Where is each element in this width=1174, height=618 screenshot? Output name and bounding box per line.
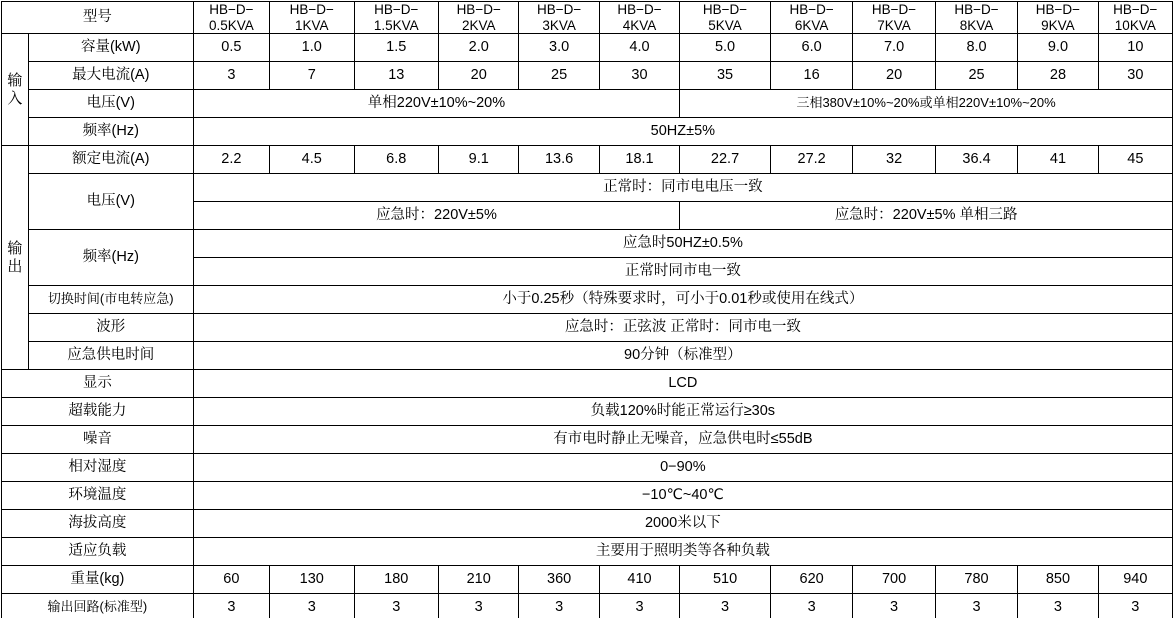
cell-output-circuits-5: 3 xyxy=(599,594,679,618)
model-col-2 xyxy=(354,2,439,34)
model-col-10 xyxy=(1018,2,1098,34)
cell-output-circuits-9: 3 xyxy=(935,594,1017,618)
cell-output-voltage-emergency-left: 应急时：220V±5% xyxy=(193,202,679,230)
table-header-row xyxy=(2,2,1173,34)
cell-output-circuits-0: 3 xyxy=(193,594,269,618)
model-col-3 xyxy=(439,2,519,34)
cell-max-current-7: 16 xyxy=(770,62,852,90)
model-line2: 10KVA xyxy=(1114,17,1156,33)
table-row xyxy=(2,566,1173,594)
cell-output-circuits-6: 3 xyxy=(680,594,771,618)
table-row xyxy=(2,90,1173,118)
cell-input-voltage-three-phase: 三相380V±10%~20%或单相220V±10%~20% xyxy=(680,90,1173,118)
model-line1: HB−D− xyxy=(617,2,662,17)
cell-rated-current-6: 22.7 xyxy=(680,146,771,174)
cell-rated-current-4: 13.6 xyxy=(519,146,599,174)
model-line1: HB−D− xyxy=(209,2,254,17)
cell-max-current-6: 35 xyxy=(680,62,771,90)
row-label-max-current: 最大电流(A) xyxy=(28,62,193,90)
model-col-0 xyxy=(193,2,269,34)
cell-display: LCD xyxy=(193,370,1172,398)
model-line1: HB−D− xyxy=(289,2,334,17)
cell-weight-3: 210 xyxy=(439,566,519,594)
table-row xyxy=(2,538,1173,566)
row-label-capacity: 容量(kW) xyxy=(28,34,193,62)
cell-max-current-2: 13 xyxy=(354,62,439,90)
table-row xyxy=(2,174,1173,202)
table-row xyxy=(2,118,1173,146)
model-line1: HB−D− xyxy=(871,2,917,17)
model-line1: HB−D− xyxy=(456,2,501,17)
model-line2: 3KVA xyxy=(542,17,576,33)
model-line2: 2KVA xyxy=(461,17,496,33)
row-label-display: 显示 xyxy=(2,370,194,398)
cell-rated-current-3: 9.1 xyxy=(439,146,519,174)
cell-output-circuits-3: 3 xyxy=(439,594,519,618)
model-col-8 xyxy=(853,2,935,34)
cell-capacity-2: 1.5 xyxy=(354,34,439,62)
cell-weight-0: 60 xyxy=(193,566,269,594)
cell-noise: 有市电时静止无噪音，应急供电时≤55dB xyxy=(193,426,1172,454)
cell-capacity-9: 8.0 xyxy=(935,34,1017,62)
model-col-11 xyxy=(1098,2,1172,34)
cell-output-voltage-emergency-right: 应急时：220V±5% 单相三路 xyxy=(680,202,1173,230)
cell-output-frequency-emergency: 应急时50HZ±0.5% xyxy=(193,230,1172,258)
cell-output-circuits-10: 3 xyxy=(1018,594,1098,618)
row-label-output-frequency: 频率(Hz) xyxy=(28,230,193,286)
model-line2: 7KVA xyxy=(877,17,911,33)
model-line2: 1.5KVA xyxy=(373,17,419,33)
model-line2: 4KVA xyxy=(622,17,657,33)
cell-capacity-0: 0.5 xyxy=(193,34,269,62)
row-label-humidity: 相对湿度 xyxy=(2,454,194,482)
row-label-rated-current: 额定电流(A) xyxy=(28,146,193,174)
row-label-load-type: 适应负载 xyxy=(2,538,194,566)
cell-capacity-11: 10 xyxy=(1098,34,1172,62)
model-col-6 xyxy=(680,2,771,34)
cell-output-circuits-8: 3 xyxy=(853,594,935,618)
cell-humidity: 0−90% xyxy=(193,454,1172,482)
cell-max-current-8: 20 xyxy=(853,62,935,90)
cell-output-circuits-4: 3 xyxy=(519,594,599,618)
specification-table xyxy=(1,1,1173,618)
model-line2: 9KVA xyxy=(1041,17,1075,33)
cell-capacity-10: 9.0 xyxy=(1018,34,1098,62)
cell-load-type: 主要用于照明类等各种负载 xyxy=(193,538,1172,566)
model-line1: HB−D− xyxy=(702,2,748,17)
cell-weight-6: 510 xyxy=(680,566,771,594)
cell-max-current-4: 25 xyxy=(519,62,599,90)
model-line2: 1KVA xyxy=(294,17,329,33)
cell-capacity-5: 4.0 xyxy=(599,34,679,62)
model-line2: 5KVA xyxy=(708,17,742,33)
cell-altitude: 2000米以下 xyxy=(193,510,1172,538)
cell-max-current-0: 3 xyxy=(193,62,269,90)
row-label-output-circuits: 输出回路(标准型) xyxy=(2,594,194,618)
cell-max-current-3: 20 xyxy=(439,62,519,90)
model-col-7 xyxy=(770,2,852,34)
model-line1: HB−D− xyxy=(954,2,999,17)
table-row xyxy=(2,314,1173,342)
group-label-char: 入 xyxy=(7,89,23,107)
cell-capacity-1: 1.0 xyxy=(269,34,354,62)
cell-rated-current-9: 36.4 xyxy=(935,146,1017,174)
row-label-backup-time: 应急供电时间 xyxy=(28,342,193,370)
group-label-char: 输 xyxy=(7,72,23,90)
row-label-noise: 噪音 xyxy=(2,426,194,454)
model-col-1 xyxy=(269,2,354,34)
cell-rated-current-10: 41 xyxy=(1018,146,1098,174)
model-line2: 8KVA xyxy=(959,17,994,33)
cell-input-voltage-single-phase: 单相220V±10%~20% xyxy=(193,90,679,118)
cell-output-circuits-11: 3 xyxy=(1098,594,1172,618)
cell-weight-5: 410 xyxy=(599,566,679,594)
cell-capacity-8: 7.0 xyxy=(853,34,935,62)
cell-weight-8: 700 xyxy=(853,566,935,594)
table-row xyxy=(2,230,1173,258)
cell-output-circuits-7: 3 xyxy=(770,594,852,618)
cell-output-circuits-2: 3 xyxy=(354,594,439,618)
cell-max-current-11: 30 xyxy=(1098,62,1172,90)
cell-weight-2: 180 xyxy=(354,566,439,594)
cell-weight-1: 130 xyxy=(269,566,354,594)
model-col-9 xyxy=(935,2,1017,34)
cell-rated-current-0: 2.2 xyxy=(193,146,269,174)
cell-output-circuits-1: 3 xyxy=(269,594,354,618)
cell-capacity-7: 6.0 xyxy=(770,34,852,62)
cell-weight-4: 360 xyxy=(519,566,599,594)
cell-max-current-1: 7 xyxy=(269,62,354,90)
table-row xyxy=(2,482,1173,510)
table-row xyxy=(2,62,1173,90)
row-label-altitude: 海拔高度 xyxy=(2,510,194,538)
model-line1: HB−D− xyxy=(789,2,834,17)
cell-capacity-4: 3.0 xyxy=(519,34,599,62)
cell-capacity-6: 5.0 xyxy=(680,34,771,62)
row-label-temperature: 环境温度 xyxy=(2,482,194,510)
table-row xyxy=(2,398,1173,426)
model-line1: HB−D− xyxy=(1035,2,1081,17)
table-row xyxy=(2,454,1173,482)
table-row xyxy=(2,426,1173,454)
cell-rated-current-7: 27.2 xyxy=(770,146,852,174)
cell-weight-9: 780 xyxy=(935,566,1017,594)
group-label-char: 出 xyxy=(7,257,23,275)
cell-max-current-10: 28 xyxy=(1018,62,1098,90)
cell-output-voltage-normal: 正常时：同市电电压一致 xyxy=(193,174,1172,202)
cell-backup-time: 90分钟（标准型） xyxy=(193,342,1172,370)
cell-weight-11: 940 xyxy=(1098,566,1172,594)
model-line2: 6KVA xyxy=(794,17,829,33)
group-label-output xyxy=(2,146,29,370)
model-col-5 xyxy=(599,2,679,34)
table-row xyxy=(2,34,1173,62)
model-line2: 0.5KVA xyxy=(208,17,254,33)
row-label-switch-time: 切换时间(市电转应急) xyxy=(28,286,193,314)
header-model-label: 型号 xyxy=(2,2,194,34)
row-label-weight: 重量(kg) xyxy=(2,566,194,594)
table-row xyxy=(2,370,1173,398)
cell-rated-current-1: 4.5 xyxy=(269,146,354,174)
group-label-char: 输 xyxy=(7,240,23,258)
cell-capacity-3: 2.0 xyxy=(439,34,519,62)
row-label-input-voltage: 电压(V) xyxy=(28,90,193,118)
cell-weight-10: 850 xyxy=(1018,566,1098,594)
cell-switch-time: 小于0.25秒（特殊要求时，可小于0.01秒或使用在线式） xyxy=(193,286,1172,314)
cell-weight-7: 620 xyxy=(770,566,852,594)
model-line1: HB−D− xyxy=(1113,2,1158,17)
table-row xyxy=(2,146,1173,174)
table-row xyxy=(2,342,1173,370)
cell-waveform: 应急时：正弦波 正常时：同市电一致 xyxy=(193,314,1172,342)
cell-rated-current-5: 18.1 xyxy=(599,146,679,174)
cell-rated-current-11: 45 xyxy=(1098,146,1172,174)
cell-rated-current-8: 32 xyxy=(853,146,935,174)
cell-rated-current-2: 6.8 xyxy=(354,146,439,174)
cell-temperature: −10℃~40℃ xyxy=(193,482,1172,510)
model-col-4 xyxy=(519,2,599,34)
cell-max-current-5: 30 xyxy=(599,62,679,90)
row-label-output-voltage: 电压(V) xyxy=(28,174,193,230)
row-label-waveform: 波形 xyxy=(28,314,193,342)
model-line1: HB−D− xyxy=(536,2,582,17)
table-row xyxy=(2,286,1173,314)
row-label-overload: 超载能力 xyxy=(2,398,194,426)
row-label-input-frequency: 频率(Hz) xyxy=(28,118,193,146)
table-row xyxy=(2,594,1173,618)
cell-overload: 负载120%时能正常运行≥30s xyxy=(193,398,1172,426)
model-line1: HB−D− xyxy=(374,2,419,17)
cell-output-frequency-normal: 正常时同市电一致 xyxy=(193,258,1172,286)
cell-input-frequency: 50HZ±5% xyxy=(193,118,1172,146)
cell-max-current-9: 25 xyxy=(935,62,1017,90)
group-label-input xyxy=(2,34,29,146)
table-row xyxy=(2,510,1173,538)
